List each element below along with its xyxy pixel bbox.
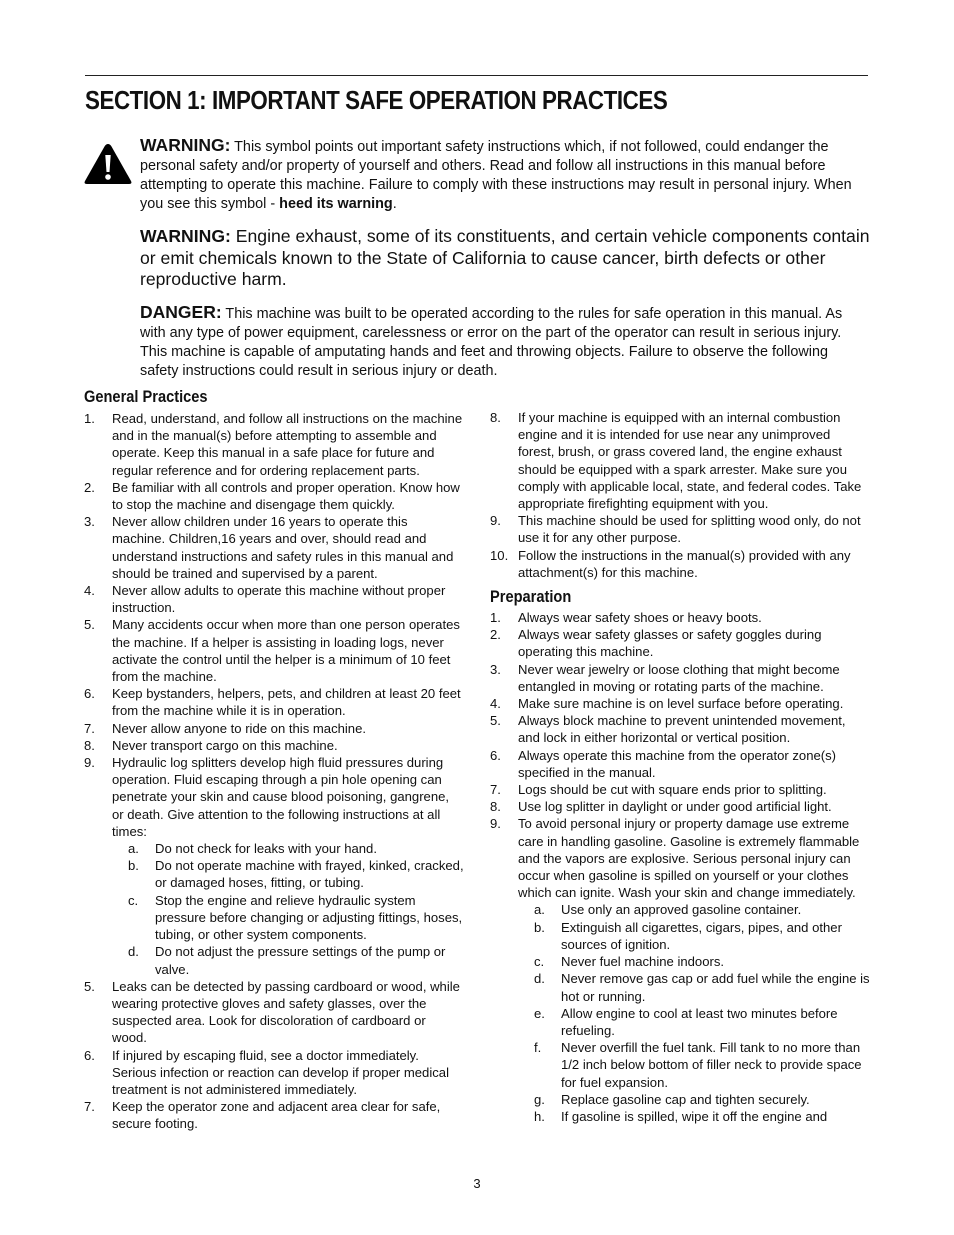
sub-list-item xyxy=(518,953,870,970)
item-text: To avoid personal injury or property damage use extreme care in handling gasoline. Gasoline is extremely flammable and the vapors are explosive. Serious personal injury can occur when gasoline is spilled on yourself or your clothes which can ignite. Wash your skin and change immediately. xyxy=(518,816,860,901)
item-number: 9. xyxy=(84,755,95,771)
item-text: Keep the operator zone and adjacent area clear for safe, secure footing. xyxy=(112,1099,441,1132)
item-text: Follow the instructions in the manual(s) provided with any attachment(s) for this machine. xyxy=(518,547,851,580)
item-number: 5. xyxy=(84,978,95,994)
item-number: 7. xyxy=(84,720,95,736)
item-number: 2. xyxy=(490,627,501,643)
hydraulic-sublist xyxy=(112,840,464,978)
item-text: Many accidents occur when more than one person operates the machine. If a helper is assisting in loading logs, never activate the control until the helper is a minimum of 10 feet from the machine. xyxy=(112,617,460,685)
sub-list-item xyxy=(112,857,464,891)
item-number: 7. xyxy=(84,1099,95,1115)
sub-list-item xyxy=(518,901,870,918)
sub-item-text: Never overfill the fuel tank. Fill tank to no more than 1/2 inch below bottom of filler neck to provide space for fuel expansion. xyxy=(561,1040,862,1090)
general-practices-heading: General Practices xyxy=(84,387,208,406)
item-number: 3. xyxy=(84,514,95,530)
warning-triangle-icon xyxy=(83,142,133,186)
item-text: Keep bystanders, helpers, pets, and children at least 20 feet from the machine while it is in operation. xyxy=(112,686,461,719)
item-number: 4. xyxy=(490,696,501,712)
sub-list-item xyxy=(112,840,464,857)
gasoline-sublist xyxy=(518,901,870,1125)
sub-item-letter: g. xyxy=(534,1091,545,1107)
list-item xyxy=(490,626,870,660)
danger-notice xyxy=(140,303,870,381)
list-item xyxy=(84,737,464,754)
list-item xyxy=(84,1098,464,1132)
item-text: Always block machine to prevent unintended movement, and lock in either horizontal or vertical position. xyxy=(518,713,846,746)
list-item xyxy=(490,695,870,712)
sub-list-item xyxy=(518,1005,870,1039)
sub-list-item xyxy=(518,1039,870,1091)
notice-label: DANGER: xyxy=(140,301,222,322)
right-column xyxy=(490,409,870,1125)
top-rule xyxy=(85,75,868,76)
item-text: Always wear safety shoes or heavy boots. xyxy=(518,610,762,626)
sub-item-letter: d. xyxy=(534,971,545,987)
item-text: Make sure machine is on level surface before operating. xyxy=(518,696,844,712)
notice-emphasis: heed its warning xyxy=(279,196,393,212)
sub-item-text: Do not operate machine with frayed, kinked, cracked, or damaged hoses, fitting, or tubing. xyxy=(155,858,464,891)
item-text: Leaks can be detected by passing cardboard or wood, while wearing protective gloves and safety glasses, over the suspected area. Look for discoloration of cardboard or wood. xyxy=(112,978,460,1046)
item-text: If injured by escaping fluid, see a doctor immediately. Serious infection or reaction can develop if proper medical treatment is not administered immediately. xyxy=(112,1047,449,1097)
warning-notice-california xyxy=(140,226,870,291)
item-number: 2. xyxy=(84,479,95,495)
sub-item-text: Never remove gas cap or add fuel while the engine is hot or running. xyxy=(561,971,870,1004)
list-item xyxy=(84,685,464,719)
list-item xyxy=(490,815,870,1125)
item-number: 6. xyxy=(490,747,501,763)
sub-item-letter: h. xyxy=(534,1108,545,1124)
item-number: 1. xyxy=(84,411,95,426)
item-number: 8. xyxy=(84,737,95,753)
sub-list-item xyxy=(518,1108,870,1125)
sub-item-text: Use only an approved gasoline container. xyxy=(561,902,802,918)
sub-item-letter: f. xyxy=(534,1040,542,1056)
general-practices-list xyxy=(84,410,464,1133)
notice-label: WARNING: xyxy=(140,226,231,246)
item-text: Always wear safety glasses or safety goggles during operating this machine. xyxy=(518,627,822,660)
sub-list-item xyxy=(112,943,464,977)
sub-list-item xyxy=(518,919,870,953)
item-number: 9. xyxy=(490,513,501,529)
list-item xyxy=(84,754,464,978)
sub-item-letter: a. xyxy=(128,841,139,857)
sub-item-letter: c. xyxy=(534,954,545,970)
item-text: Never allow children under 16 years to operate this machine. Children,16 years and over, should read and understand instructions and safety rules in this manual and should be trained and supervised by a parent. xyxy=(112,514,454,581)
sub-item-text: Extinguish all cigarettes, cigars, pipes, and other sources of ignition. xyxy=(561,919,842,952)
item-number: 5. xyxy=(84,617,95,633)
general-practices-list-continued xyxy=(490,409,870,581)
safety-notices xyxy=(140,136,870,393)
list-item xyxy=(490,747,870,781)
item-text: If your machine is equipped with an internal combustion engine and it is intended for use near any unimproved forest, brush, or grass covered land, the engine exhaust should be equipped with a spark arrester. Make sure you comply with applicable local, state, and federal codes. Take appropriate firefighting equipment with you. xyxy=(518,410,862,512)
list-item xyxy=(84,479,464,513)
list-item xyxy=(490,409,870,512)
left-column xyxy=(84,386,464,1133)
list-item xyxy=(84,513,464,582)
item-number: 4. xyxy=(84,583,95,599)
item-text: Never allow adults to operate this machine without proper instruction. xyxy=(112,583,446,616)
sub-item-text: If gasoline is spilled, wipe it off the engine and xyxy=(561,1108,828,1124)
item-text: Hydraulic log splitters develop high fluid pressures during operation. Fluid escaping through a pin hole opening can penetrate your skin and cause blood poisoning, gangrene, or death. Give attention to the following instructions at all times: xyxy=(112,755,450,839)
sub-item-letter: d. xyxy=(128,944,139,960)
item-text: This machine should be used for splitting wood only, do not use it for any other purpose. xyxy=(518,513,861,546)
sub-item-text: Replace gasoline cap and tighten securely. xyxy=(561,1091,810,1107)
item-number: 7. xyxy=(490,782,501,798)
preparation-heading: Preparation xyxy=(490,587,572,607)
page-number: 3 xyxy=(473,1176,481,1191)
preparation-list xyxy=(490,609,870,1125)
item-number: 5. xyxy=(490,713,501,729)
list-item xyxy=(490,547,870,581)
item-text: Never transport cargo on this machine. xyxy=(112,737,338,753)
list-item xyxy=(84,616,464,685)
sub-item-text: Stop the engine and relieve hydraulic system pressure before changing or adjusting fittings, hoses, tubing, or other system components. xyxy=(155,892,463,943)
notice-text: Engine exhaust, some of its constituents, and certain vehicle components contain or emit chemicals known to the State of California to cause cancer, birth defects or other reproductive harm. xyxy=(140,226,870,289)
sub-item-text: Do not check for leaks with your hand. xyxy=(155,841,377,857)
notice-text: This machine was built to be operated according to the rules for safe operation in this manual. As with any type of power equipment, carelessness or error on the part of the operator can result in serious injury. This machine is capable of amputating hands and feet and throwing objects. Failure to observe the following safety instructions could result in serious injury or death. xyxy=(140,305,843,379)
list-item xyxy=(490,609,870,626)
sub-list-item xyxy=(112,892,464,944)
item-text: Be familiar with all controls and proper operation. Know how to stop the machine and disengage them quickly. xyxy=(112,479,460,513)
item-text: Use log splitter in daylight or under good artificial light. xyxy=(518,799,832,815)
warning-notice-symbol xyxy=(140,136,870,214)
item-number: 6. xyxy=(84,1047,95,1063)
item-number: 8. xyxy=(490,410,501,425)
sub-item-text: Do not adjust the pressure settings of the pump or valve. xyxy=(155,944,446,977)
sub-item-letter: e. xyxy=(534,1005,545,1021)
item-text: Never allow anyone to ride on this machine. xyxy=(112,720,367,736)
notice-text-end: . xyxy=(392,196,397,212)
list-item xyxy=(490,798,870,815)
list-item xyxy=(490,781,870,798)
list-item xyxy=(490,712,870,746)
section-title: SECTION 1: IMPORTANT SAFE OPERATION PRACTICES xyxy=(85,85,668,115)
sub-item-text: Allow engine to cool at least two minutes before refueling. xyxy=(561,1005,838,1038)
item-number: 1. xyxy=(490,610,501,626)
list-item xyxy=(84,978,464,1047)
sub-item-letter: b. xyxy=(534,919,545,935)
item-text: Always operate this machine from the operator zone(s) specified in the manual. xyxy=(518,747,837,780)
notice-label: WARNING: xyxy=(140,135,231,155)
item-number: 8. xyxy=(490,799,501,815)
list-item xyxy=(84,720,464,737)
list-item xyxy=(84,582,464,616)
item-text: Never wear jewelry or loose clothing that might become entangled in moving or rotating parts of the machine. xyxy=(518,661,840,694)
sub-item-letter: c. xyxy=(128,892,139,908)
sub-list-item xyxy=(518,1091,870,1108)
list-item xyxy=(490,661,870,695)
item-number: 9. xyxy=(490,816,501,832)
sub-list-item xyxy=(518,970,870,1004)
list-item xyxy=(84,410,464,479)
item-text: Read, understand, and follow all instructions on the machine and in the manual(s) before attempting to assemble and operate. Keep this manual in a safe place for future and regular reference and for ordering replacement parts. xyxy=(112,411,463,478)
item-number: 10. xyxy=(490,547,509,563)
sub-item-letter: b. xyxy=(128,858,139,874)
item-number: 6. xyxy=(84,686,95,702)
notice-text: This symbol points out important safety instructions which, if not followed, could endanger the personal safety and/or property of yourself and others. Read and follow all instructions in this manual before attempting to operate this machine. Failure to comply with these instructions may result in personal injury. When you see this symbol - xyxy=(140,139,852,212)
sub-item-text: Never fuel machine indoors. xyxy=(561,954,725,970)
list-item xyxy=(490,512,870,546)
item-number: 3. xyxy=(490,661,501,677)
list-item xyxy=(84,1047,464,1099)
sub-item-letter: a. xyxy=(534,902,545,918)
item-text: Logs should be cut with square ends prior to splitting. xyxy=(518,782,827,798)
